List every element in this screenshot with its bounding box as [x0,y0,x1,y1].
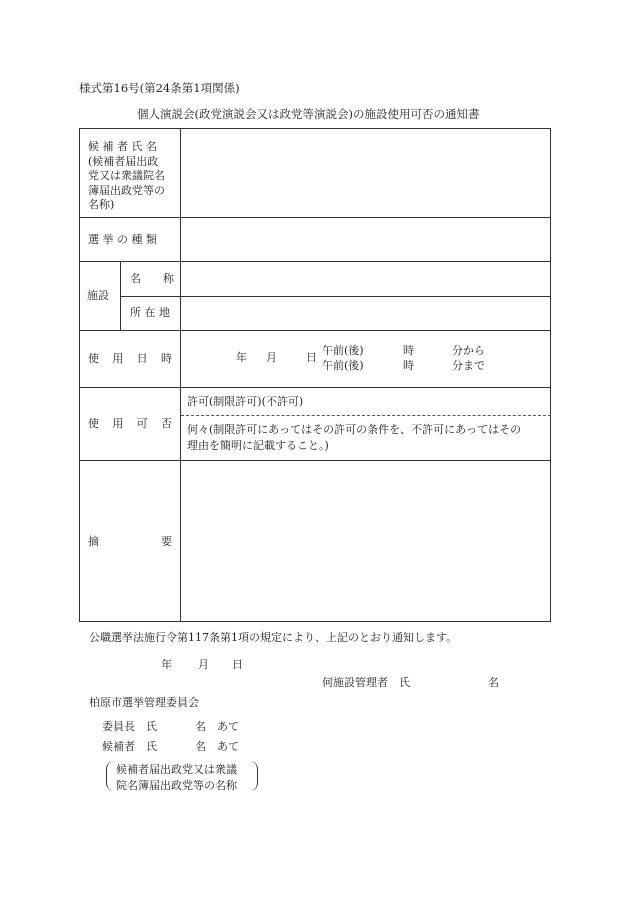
permission-dashed-line [181,415,551,416]
permission-note-line-2: 理由を簡明に記載すること。) [187,439,329,452]
notice-text: 公職選挙法施行令第117条第1項の規定により、上記のとおり通知します。 [89,631,458,644]
summary-label: 摘 要 [88,535,172,548]
table-border-right [550,128,551,622]
row-line-4 [79,330,551,331]
election-type-label: 選 挙 の 種 類 [88,233,157,246]
chair-suffix: 名 あて [195,720,239,733]
committee-name: 柏原市選挙管理委員会 [89,696,199,709]
table-border-top [79,128,551,129]
date-month: 月 [198,658,209,671]
table-border-bottom [79,621,551,622]
chair-line: 委員長 氏 [102,720,157,733]
paren-line-2: 院名簿届出政党等の名称 [116,779,237,792]
datetime-label: 使 用 日 時 [88,352,172,365]
row-line-6 [79,460,551,461]
facility-label: 施設 [87,289,109,302]
date-day: 日 [232,658,243,671]
candidate-line: 候補者 氏 [102,740,157,753]
facility-address-label: 所 在 地 [130,306,170,319]
manager-name-suffix: 名 [488,676,499,689]
paren-line-1: 候補者届出政党又は衆議 [116,763,237,776]
permission-note-line-1: 何々(制限許可にあってはその許可の条件を、不許可にあってはその [187,423,522,436]
form-number: 様式第16号(第24条第1項関係) [79,81,240,95]
document-title: 個人演説会(政党演説会又は政党等演説会)の施設使用可否の通知書 [137,107,480,121]
facility-name-label: 名 称 [130,272,174,285]
row-line-5 [79,387,551,388]
permission-options: 許可(制限許可)(不許可) [187,395,304,408]
row-line-3 [120,296,551,297]
row-line-1 [79,217,551,218]
manager-line: 何施設管理者 氏 [322,676,410,689]
row-line-2 [79,261,551,262]
column-divider [180,128,181,622]
date-year: 年 [161,658,172,671]
candidate-name-label: 候 補 者 氏 名 (候補者届出政 党又は衆議院名 簿届出政党等の 名称) [88,140,165,211]
permission-label: 使 用 可 否 [88,417,172,430]
candidate-suffix: 名 あて [195,740,239,753]
table-border-left [79,128,80,622]
